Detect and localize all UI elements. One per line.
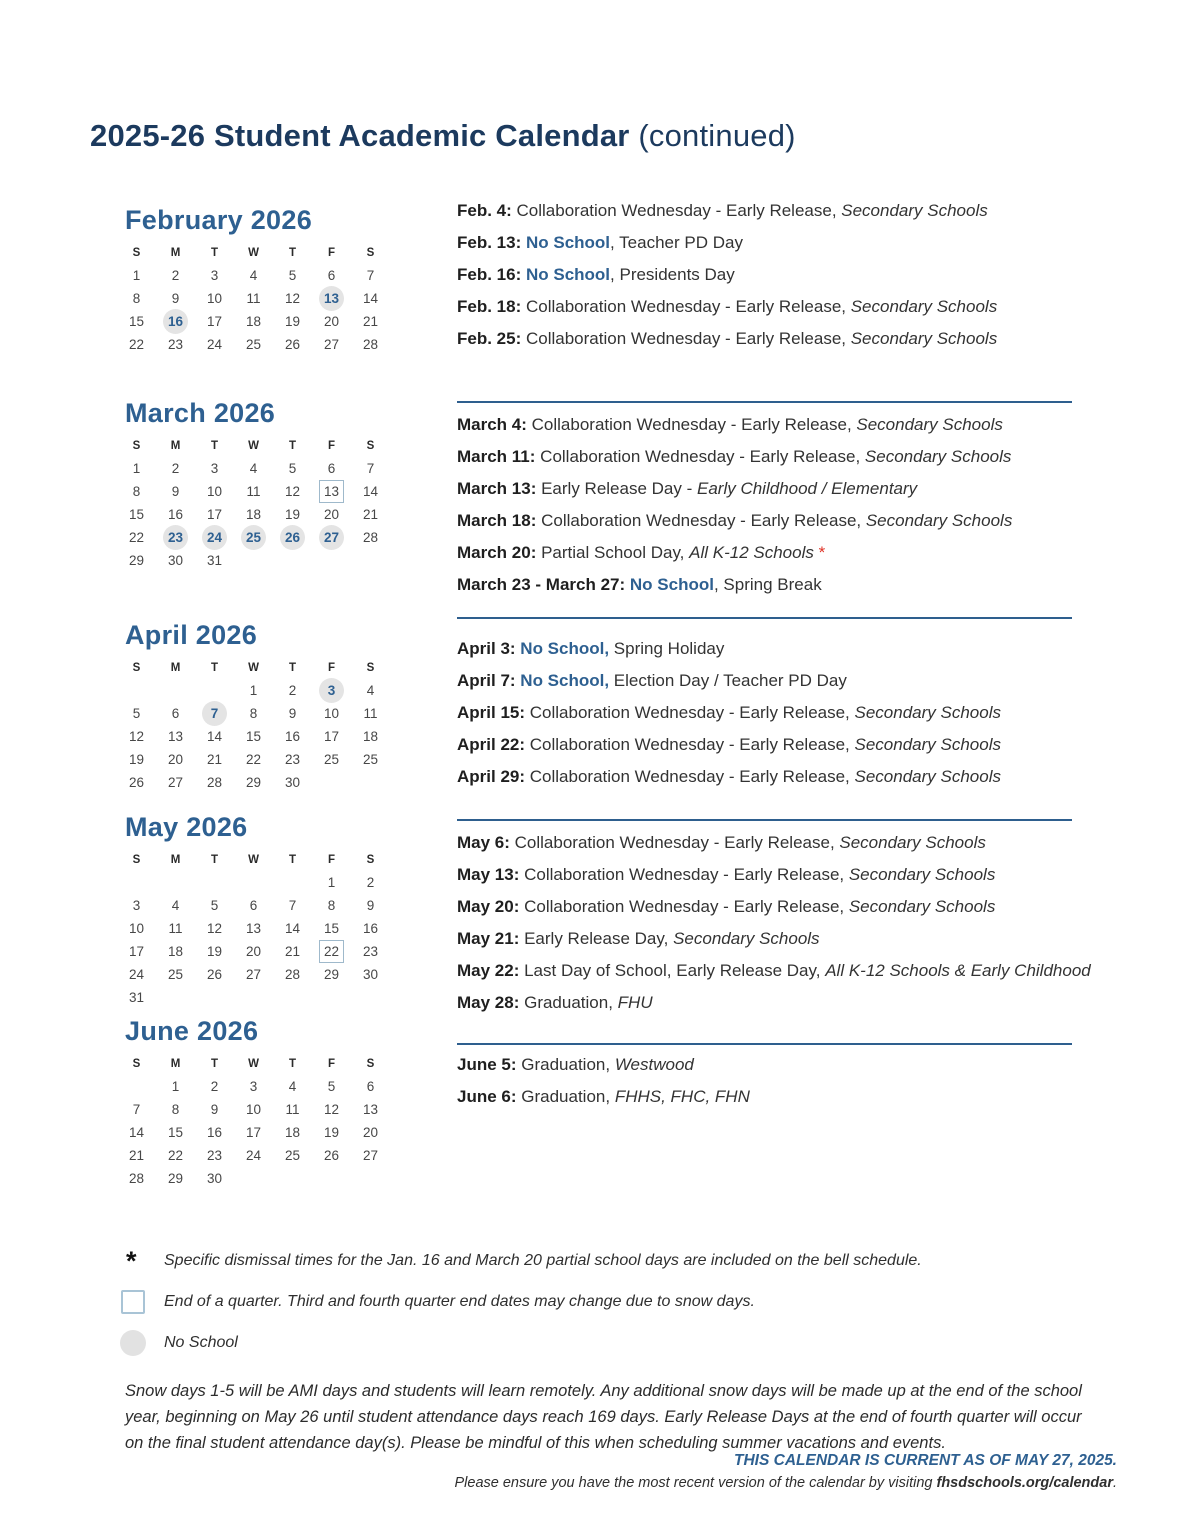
calendar-day: 11 [168, 921, 183, 936]
day-header: F [327, 854, 336, 866]
calendar-day: 18 [284, 1125, 301, 1140]
calendar-day-empty [312, 771, 351, 794]
calendar-day: 21 [362, 507, 379, 522]
event-line: April 7: No School, Election Day / Teacher PD Day [457, 671, 847, 690]
calendar-day: 10 [206, 291, 223, 306]
calendar-day: 9 [288, 706, 297, 721]
snow-days-note: Snow days 1-5 will be AMI days and students will learn remotely. Any additional snow days will be made up at the end of the school year, beginning on May 26 until student attendance days reach 169 days. Early Release Days at the end of fourth quarter will occur on the final student attendance day(s). Please be mindful of this when scheduling summer vacations and events. [125, 1382, 1082, 1452]
calendar-day: 20 [167, 752, 184, 767]
day-header: M [170, 440, 181, 452]
events-june [457, 1043, 1137, 1113]
day-header: S [366, 440, 375, 452]
calendar-day: 28 [362, 530, 379, 545]
calendar-day-empty [195, 871, 234, 894]
calendar-day: 29 [167, 1171, 184, 1186]
calendar-day: 2 [171, 461, 180, 476]
calendar-grid [117, 1053, 407, 1190]
events-february [457, 195, 1137, 355]
day-header: T [288, 247, 297, 259]
calendar-day: 28 [362, 337, 379, 352]
event-line: March 23 - March 27: No School, Spring Break [457, 575, 822, 594]
calendar-day: 13 [362, 1102, 379, 1117]
calendar-day: 6 [366, 1079, 375, 1094]
day-header: T [210, 1058, 219, 1070]
event-line: Feb. 13: No School, Teacher PD Day [457, 233, 743, 252]
calendar-day-empty [117, 871, 156, 894]
calendar-day: 12 [323, 1102, 340, 1117]
event-line: Feb. 16: No School, Presidents Day [457, 265, 735, 284]
day-header: S [132, 662, 141, 674]
calendar-day: 2 [288, 683, 297, 698]
calendar-day: 8 [249, 706, 258, 721]
day-header: T [288, 1058, 297, 1070]
calendar-day: 13 [167, 729, 184, 744]
calendar-day: 1 [171, 1079, 180, 1094]
calendar-day: 14 [206, 729, 223, 744]
calendar-day-no-school: 27 [312, 526, 351, 549]
calendar-day: 25 [167, 967, 184, 982]
event-line: March 20: Partial School Day, All K-12 Schools * [457, 543, 826, 562]
event-line: April 29: Collaboration Wednesday - Early Release, Secondary Schools [457, 767, 1001, 786]
calendar-grid [117, 849, 407, 1009]
day-header: S [366, 662, 375, 674]
calendar-day: 15 [128, 314, 145, 329]
calendar-day: 29 [245, 775, 262, 790]
calendar-day: 26 [206, 967, 223, 982]
calendar-day: 16 [206, 1125, 223, 1140]
footer [455, 1452, 1118, 1491]
footer-version-note-suffix: . [1112, 1475, 1117, 1491]
event-line: April 15: Collaboration Wednesday - Early Release, Secondary Schools [457, 703, 1001, 722]
day-header: W [248, 1058, 259, 1070]
calendar-day: 25 [245, 337, 262, 352]
legend-row-quarter-end [118, 1287, 755, 1317]
day-header: T [288, 854, 297, 866]
calendar-day: 12 [284, 484, 301, 499]
calendar-day: 2 [210, 1079, 219, 1094]
calendar-day: 4 [249, 461, 258, 476]
event-line: March 13: Early Release Day - Early Childhood / Elementary [457, 479, 918, 498]
calendar-day: 11 [246, 484, 261, 499]
day-header: F [327, 662, 336, 674]
day-header: M [170, 1058, 181, 1070]
day-header: W [248, 247, 259, 259]
calendar-day: 8 [171, 1102, 180, 1117]
calendar-day: 18 [245, 507, 262, 522]
calendar-day-empty [117, 1075, 156, 1098]
page-title [90, 118, 796, 154]
calendar-day: 20 [362, 1125, 379, 1140]
page-title-main: 2025-26 Student Academic Calendar [90, 117, 630, 153]
calendar-day: 27 [323, 337, 340, 352]
calendar-day: 28 [284, 967, 301, 982]
calendar-day: 15 [245, 729, 262, 744]
calendar-day: 21 [206, 752, 223, 767]
day-header: T [288, 662, 297, 674]
calendar-day: 30 [167, 553, 184, 568]
day-header: S [132, 1058, 141, 1070]
calendar-day-empty [234, 871, 273, 894]
calendar-day: 8 [132, 484, 141, 499]
calendar-day: 12 [128, 729, 145, 744]
calendar-day: 20 [323, 507, 340, 522]
calendar-day: 25 [362, 752, 379, 767]
day-header: F [327, 440, 336, 452]
calendar-day: 3 [210, 268, 219, 283]
calendar-grid [117, 242, 407, 356]
footer-version-note-prefix: Please ensure you have the most recent version of the calendar by visiting [454, 1475, 937, 1491]
event-line: May 20: Collaboration Wednesday - Early Release, Secondary Schools [457, 897, 996, 916]
calendar-day-quarter-end: 22 [312, 940, 351, 963]
calendar-day: 16 [362, 921, 379, 936]
month-heading: February 2026 [125, 205, 313, 235]
month-heading: May 2026 [125, 812, 248, 842]
mini-calendar-may-2026 [117, 812, 407, 1009]
calendar-day-empty [117, 679, 156, 702]
calendar-day: 25 [284, 1148, 301, 1163]
page-title-continued: (continued) [629, 117, 796, 153]
calendar-day: 18 [362, 729, 379, 744]
calendar-day-empty [273, 549, 312, 572]
calendar-day: 11 [246, 291, 261, 306]
calendar-day: 11 [285, 1102, 300, 1117]
day-header: M [170, 662, 181, 674]
calendar-day: 4 [249, 268, 258, 283]
day-header: T [210, 247, 219, 259]
calendar-day-empty [195, 679, 234, 702]
day-header: T [210, 854, 219, 866]
day-header: S [366, 854, 375, 866]
event-line: March 18: Collaboration Wednesday - Early Release, Secondary Schools [457, 511, 1013, 530]
calendar-day: 12 [206, 921, 223, 936]
calendar-day: 22 [167, 1148, 184, 1163]
calendar-day: 3 [132, 898, 141, 913]
calendar-day: 26 [128, 775, 145, 790]
calendar-day: 31 [128, 990, 145, 1005]
month-heading: June 2026 [125, 1016, 259, 1046]
calendar-day-empty [273, 986, 312, 1009]
calendar-day: 3 [249, 1079, 258, 1094]
calendar-day: 21 [362, 314, 379, 329]
calendar-day: 19 [323, 1125, 340, 1140]
calendar-day: 14 [362, 484, 379, 499]
calendar-day: 28 [128, 1171, 145, 1186]
calendar-day: 22 [128, 530, 145, 545]
calendar-day: 6 [171, 706, 180, 721]
calendar-day-empty [312, 1167, 351, 1190]
calendar-day-empty [156, 986, 195, 1009]
calendar-day: 17 [206, 507, 223, 522]
calendar-day: 5 [327, 1079, 336, 1094]
event-list [457, 195, 1137, 355]
calendar-grid [117, 657, 407, 794]
day-header: T [210, 662, 219, 674]
calendar-day: 4 [171, 898, 180, 913]
event-line: June 6: Graduation, FHHS, FHC, FHN [457, 1087, 750, 1106]
calendar-day: 24 [206, 337, 223, 352]
event-line: Feb. 25: Collaboration Wednesday - Early Release, Secondary Schools [457, 329, 998, 348]
calendar-day: 8 [327, 898, 336, 913]
calendar-day-empty [351, 549, 390, 572]
calendar-day-empty [273, 1167, 312, 1190]
legend-quarter-end-text: End of a quarter. Third and fourth quarter end dates may change due to snow days. [164, 1293, 755, 1310]
calendar-day: 2 [366, 875, 375, 890]
calendar-day: 23 [206, 1148, 223, 1163]
event-list [457, 403, 1137, 601]
calendar-day: 16 [284, 729, 301, 744]
calendar-day-empty [156, 871, 195, 894]
legend-no-school-text: No School [164, 1334, 238, 1351]
calendar-day: 23 [284, 752, 301, 767]
calendar-day: 16 [167, 507, 184, 522]
calendar-day: 7 [132, 1102, 141, 1117]
calendar-day: 30 [362, 967, 379, 982]
calendar-day: 10 [323, 706, 340, 721]
calendar-day: 30 [206, 1171, 223, 1186]
legend-row-no-school [118, 1328, 238, 1358]
calendar-day: 10 [245, 1102, 262, 1117]
event-line: April 3: No School, Spring Holiday [457, 639, 725, 658]
calendar-day: 26 [323, 1148, 340, 1163]
calendar-day: 4 [366, 683, 375, 698]
day-header: S [366, 1058, 375, 1070]
calendar-day: 26 [284, 337, 301, 352]
calendar-day: 10 [206, 484, 223, 499]
legend-row-asterisk [118, 1246, 922, 1276]
calendar-day-no-school: 25 [234, 526, 273, 549]
event-line: Feb. 18: Collaboration Wednesday - Early Release, Secondary Schools [457, 297, 998, 316]
calendar-day-empty [351, 986, 390, 1009]
calendar-day: 30 [284, 775, 301, 790]
calendar-day-empty [234, 549, 273, 572]
calendar-day: 24 [128, 967, 145, 982]
calendar-day: 21 [128, 1148, 145, 1163]
calendar-day: 18 [245, 314, 262, 329]
calendar-day: 14 [128, 1125, 145, 1140]
event-line: March 4: Collaboration Wednesday - Early Release, Secondary Schools [457, 415, 1003, 434]
calendar-day: 15 [128, 507, 145, 522]
day-header: T [210, 440, 219, 452]
footer-current-as-of: THIS CALENDAR IS CURRENT AS OF MAY 27, 2025. [734, 1452, 1117, 1469]
footer-version-note [455, 1475, 1118, 1491]
events-april [457, 617, 1137, 793]
month-heading: April 2026 [125, 620, 258, 650]
calendar-day: 3 [210, 461, 219, 476]
calendar-day: 9 [171, 484, 180, 499]
calendar-day: 8 [132, 291, 141, 306]
event-line: May 28: Graduation, FHU [457, 993, 653, 1012]
day-header: M [170, 247, 181, 259]
day-header: W [248, 440, 259, 452]
calendar-day-no-school: 26 [273, 526, 312, 549]
day-header: T [288, 440, 297, 452]
calendar-day: 23 [362, 944, 379, 959]
calendar-day: 1 [132, 268, 141, 283]
calendar-day: 7 [288, 898, 297, 913]
calendar-day: 11 [363, 706, 378, 721]
calendar-day: 22 [245, 752, 262, 767]
calendar-grid [117, 435, 407, 572]
calendar-day: 9 [366, 898, 375, 913]
asterisk-icon: * [126, 1246, 137, 1276]
calendar-day-empty [156, 679, 195, 702]
calendar-day-empty [351, 771, 390, 794]
calendar-day: 9 [171, 291, 180, 306]
event-line: April 22: Collaboration Wednesday - Early Release, Secondary Schools [457, 735, 1001, 754]
calendar-day: 14 [284, 921, 301, 936]
calendar-day: 1 [249, 683, 258, 698]
day-header: S [132, 440, 141, 452]
event-line: May 21: Early Release Day, Secondary Schools [457, 929, 820, 948]
calendar-day: 24 [245, 1148, 262, 1163]
event-line: June 5: Graduation, Westwood [457, 1055, 694, 1074]
calendar-day: 7 [366, 461, 375, 476]
calendar-day: 5 [210, 898, 219, 913]
calendar-day-no-school: 23 [156, 526, 195, 549]
events-may [457, 819, 1137, 1019]
event-line: May 6: Collaboration Wednesday - Early Release, Secondary Schools [457, 833, 986, 852]
calendar-day: 6 [249, 898, 258, 913]
day-header: M [170, 854, 181, 866]
calendar-day: 1 [327, 875, 336, 890]
calendar-day: 7 [366, 268, 375, 283]
calendar-day-empty [312, 986, 351, 1009]
day-header: S [366, 247, 375, 259]
no-school-circle-icon [120, 1330, 146, 1356]
calendar-day: 5 [288, 268, 297, 283]
calendar-day: 15 [167, 1125, 184, 1140]
month-heading: March 2026 [125, 398, 276, 428]
calendar-day-empty [312, 549, 351, 572]
calendar-day: 18 [167, 944, 184, 959]
calendar-day: 5 [288, 461, 297, 476]
calendar-day-empty [234, 986, 273, 1009]
calendar-day-empty [234, 1167, 273, 1190]
calendar-day: 29 [323, 967, 340, 982]
calendar-day: 21 [284, 944, 301, 959]
calendar-day: 20 [245, 944, 262, 959]
calendar-day: 13 [245, 921, 262, 936]
calendar-day: 27 [245, 967, 262, 982]
calendar-day-empty [195, 986, 234, 1009]
event-line: Feb. 4: Collaboration Wednesday - Early Release, Secondary Schools [457, 201, 988, 220]
calendar-day-empty [273, 871, 312, 894]
calendar-day: 10 [128, 921, 145, 936]
mini-calendar-june-2026 [117, 1016, 407, 1190]
calendar-day-no-school: 24 [195, 526, 234, 549]
calendar-day-no-school: 13 [312, 287, 351, 310]
calendar-day: 1 [132, 461, 141, 476]
calendar-day: 6 [327, 461, 336, 476]
mini-calendar-february-2026 [117, 205, 407, 356]
calendar-day: 17 [206, 314, 223, 329]
calendar-day-no-school: 16 [156, 310, 195, 333]
calendar-day: 17 [128, 944, 145, 959]
calendar-day: 31 [206, 553, 223, 568]
calendar-day: 15 [323, 921, 340, 936]
calendar-day: 19 [206, 944, 223, 959]
calendar-day-no-school: 7 [195, 702, 234, 725]
calendar-day: 19 [284, 314, 301, 329]
calendar-day-quarter-end: 13 [312, 480, 351, 503]
event-line: May 13: Collaboration Wednesday - Early Release, Secondary Schools [457, 865, 996, 884]
mini-calendar-april-2026 [117, 620, 407, 794]
calendar-day: 2 [171, 268, 180, 283]
calendar-day: 19 [284, 507, 301, 522]
mini-calendar-march-2026 [117, 398, 407, 572]
day-header: W [248, 854, 259, 866]
calendar-day: 9 [210, 1102, 219, 1117]
calendar-day: 25 [323, 752, 340, 767]
calendar-day: 14 [362, 291, 379, 306]
event-line: May 22: Last Day of School, Early Release Day, All K-12 Schools & Early Childhood [457, 961, 1091, 980]
legend-asterisk-text: Specific dismissal times for the Jan. 16 and March 20 partial school days are included on the bell schedule. [164, 1252, 922, 1269]
calendar-day: 19 [128, 752, 145, 767]
calendar-day: 27 [167, 775, 184, 790]
calendar-day: 29 [128, 553, 145, 568]
calendar-day: 5 [132, 706, 141, 721]
calendar-day: 12 [284, 291, 301, 306]
calendar-day: 17 [245, 1125, 262, 1140]
day-header: S [132, 247, 141, 259]
calendar-day: 4 [288, 1079, 297, 1094]
quarter-end-box-icon [121, 1290, 145, 1314]
event-list [457, 1045, 1137, 1113]
calendar-day: 17 [323, 729, 340, 744]
events-march [457, 401, 1137, 601]
calendar-day-no-school: 3 [312, 679, 351, 702]
calendar-day: 22 [128, 337, 145, 352]
calendar-url: fhsdschools.org/calendar [936, 1475, 1113, 1491]
calendar-day: 20 [323, 314, 340, 329]
day-header: F [327, 247, 336, 259]
day-header: W [248, 662, 259, 674]
calendar-day: 27 [362, 1148, 379, 1163]
calendar-day: 23 [167, 337, 184, 352]
event-list [457, 821, 1137, 1019]
event-list [457, 619, 1137, 793]
day-header: F [327, 1058, 336, 1070]
day-header: S [132, 854, 141, 866]
calendar-day-empty [351, 1167, 390, 1190]
event-line: March 11: Collaboration Wednesday - Early Release, Secondary Schools [457, 447, 1012, 466]
calendar-day: 28 [206, 775, 223, 790]
calendar-day: 6 [327, 268, 336, 283]
